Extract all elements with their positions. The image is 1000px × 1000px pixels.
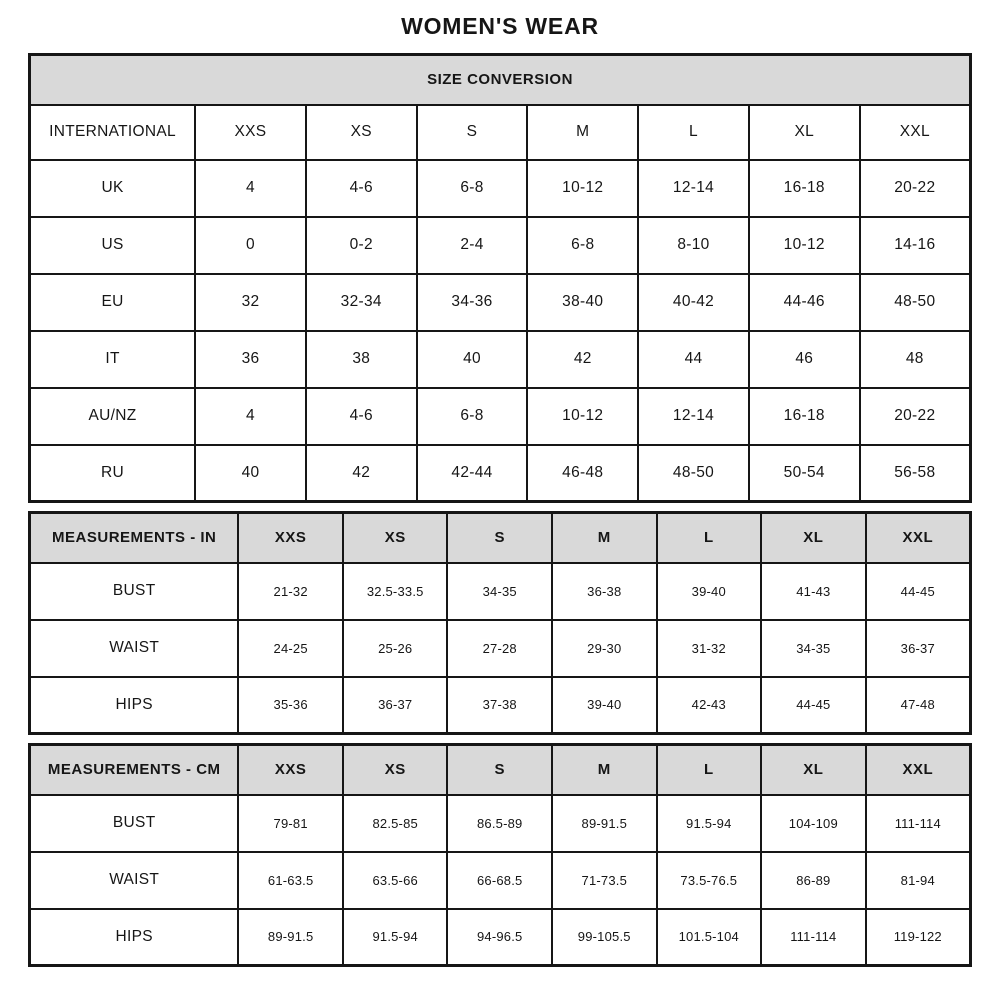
table-row [30,388,971,445]
value-cell: 111-114 [866,795,971,852]
value-cell: 41-43 [761,563,866,620]
value-cell: 82.5-85 [343,795,448,852]
measurements-cm-table [28,743,972,967]
value-cell: 31-32 [657,620,762,677]
value-cell: 32 [195,274,306,331]
measurements-in-table [28,511,972,735]
value-cell: 44-45 [761,677,866,734]
value-cell: 4 [195,388,306,445]
value-cell: 44-46 [749,274,860,331]
table-row [30,909,971,966]
size-header-cell: XS [343,513,448,563]
value-cell: 50-54 [749,445,860,502]
table-row [30,677,971,734]
row-label: UK [30,160,196,217]
value-cell: 6-8 [417,160,528,217]
value-cell: 12-14 [638,388,749,445]
value-cell: 34-36 [417,274,528,331]
value-cell: 36 [195,331,306,388]
value-cell: 44 [638,331,749,388]
value-cell: 48 [860,331,971,388]
value-cell: 46 [749,331,860,388]
value-cell: 42 [527,331,638,388]
value-cell: 6-8 [417,388,528,445]
value-cell: 79-81 [238,795,343,852]
value-cell: 73.5-76.5 [657,852,762,909]
row-label: WAIST [30,852,239,909]
size-header-cell: XL [749,105,860,160]
value-cell: 119-122 [866,909,971,966]
measurements-in-body [30,513,971,734]
value-cell: 42 [306,445,417,502]
value-cell: 4 [195,160,306,217]
row-label: BUST [30,563,239,620]
table-row [30,217,971,274]
value-cell: 42-44 [417,445,528,502]
value-cell: 38-40 [527,274,638,331]
value-cell: 40 [195,445,306,502]
size-header-cell: L [657,745,762,795]
value-cell: 91.5-94 [657,795,762,852]
table-row [30,331,971,388]
value-cell: 2-4 [417,217,528,274]
size-header-cell: XXS [238,513,343,563]
row-label: HIPS [30,909,239,966]
value-cell: 48-50 [860,274,971,331]
row-label: BUST [30,795,239,852]
value-cell: 21-32 [238,563,343,620]
value-cell: 91.5-94 [343,909,448,966]
value-cell: 47-48 [866,677,971,734]
value-cell: 16-18 [749,160,860,217]
size-header-cell: M [527,105,638,160]
value-cell: 44-45 [866,563,971,620]
value-cell: 36-37 [343,677,448,734]
value-cell: 101.5-104 [657,909,762,966]
table-row [30,445,971,502]
table-row [30,852,971,909]
measurements-title-cell: MEASUREMENTS - IN [30,513,239,563]
value-cell: 38 [306,331,417,388]
size-header-cell: M [552,513,657,563]
value-cell: 35-36 [238,677,343,734]
value-cell: 40 [417,331,528,388]
value-cell: 6-8 [527,217,638,274]
value-cell: 111-114 [761,909,866,966]
value-cell: 24-25 [238,620,343,677]
value-cell: 14-16 [860,217,971,274]
header-row [30,513,971,563]
value-cell: 36-37 [866,620,971,677]
value-cell: 104-109 [761,795,866,852]
value-cell: 4-6 [306,160,417,217]
table-row [30,274,971,331]
value-cell: 63.5-66 [343,852,448,909]
row-label: AU/NZ [30,388,196,445]
value-cell: 32-34 [306,274,417,331]
value-cell: 34-35 [447,563,552,620]
header-row [30,745,971,795]
column-header-row [30,105,971,160]
size-header-cell: M [552,745,657,795]
value-cell: 4-6 [306,388,417,445]
value-cell: 16-18 [749,388,860,445]
row-label: IT [30,331,196,388]
value-cell: 12-14 [638,160,749,217]
value-cell: 10-12 [749,217,860,274]
size-conversion-table [28,53,972,503]
table-row [30,795,971,852]
size-header-cell: XXL [866,745,971,795]
size-header-cell: XL [761,745,866,795]
size-header-cell: XS [343,745,448,795]
size-header-cell: XL [761,513,866,563]
value-cell: 40-42 [638,274,749,331]
value-cell: 8-10 [638,217,749,274]
value-cell: 25-26 [343,620,448,677]
value-cell: 81-94 [866,852,971,909]
value-cell: 10-12 [527,388,638,445]
value-cell: 29-30 [552,620,657,677]
size-header-cell: S [447,513,552,563]
size-header-cell: XS [306,105,417,160]
size-header-cell: L [638,105,749,160]
size-header-cell: S [417,105,528,160]
measurements-cm-body [30,745,971,966]
value-cell: 86-89 [761,852,866,909]
value-cell: 42-43 [657,677,762,734]
value-cell: 10-12 [527,160,638,217]
value-cell: 36-38 [552,563,657,620]
value-cell: 32.5-33.5 [343,563,448,620]
row-label: WAIST [30,620,239,677]
value-cell: 66-68.5 [447,852,552,909]
value-cell: 89-91.5 [238,909,343,966]
value-cell: 94-96.5 [447,909,552,966]
value-cell: 99-105.5 [552,909,657,966]
page-title: WOMEN'S WEAR [401,13,599,39]
row-label: US [30,217,196,274]
value-cell: 39-40 [657,563,762,620]
value-cell: 0 [195,217,306,274]
value-cell: 56-58 [860,445,971,502]
value-cell: 0-2 [306,217,417,274]
size-conversion-body [30,55,971,502]
value-cell: 86.5-89 [447,795,552,852]
size-header-cell: XXS [238,745,343,795]
size-header-cell: XXL [866,513,971,563]
value-cell: 20-22 [860,160,971,217]
value-cell: 34-35 [761,620,866,677]
value-cell: 89-91.5 [552,795,657,852]
measurements-title-cell: MEASUREMENTS - CM [30,745,239,795]
table-row [30,563,971,620]
row-label: EU [30,274,196,331]
table-row [30,160,971,217]
international-header-cell: INTERNATIONAL [30,105,196,160]
value-cell: 61-63.5 [238,852,343,909]
row-label: HIPS [30,677,239,734]
size-header-cell: XXS [195,105,306,160]
table-row [30,55,971,105]
value-cell: 39-40 [552,677,657,734]
row-label: RU [30,445,196,502]
value-cell: 71-73.5 [552,852,657,909]
size-conversion-title: SIZE CONVERSION [30,55,971,105]
value-cell: 27-28 [447,620,552,677]
value-cell: 46-48 [527,445,638,502]
value-cell: 48-50 [638,445,749,502]
value-cell: 20-22 [860,388,971,445]
size-header-cell: S [447,745,552,795]
table-row [30,620,971,677]
size-header-cell: L [657,513,762,563]
size-header-cell: XXL [860,105,971,160]
value-cell: 37-38 [447,677,552,734]
